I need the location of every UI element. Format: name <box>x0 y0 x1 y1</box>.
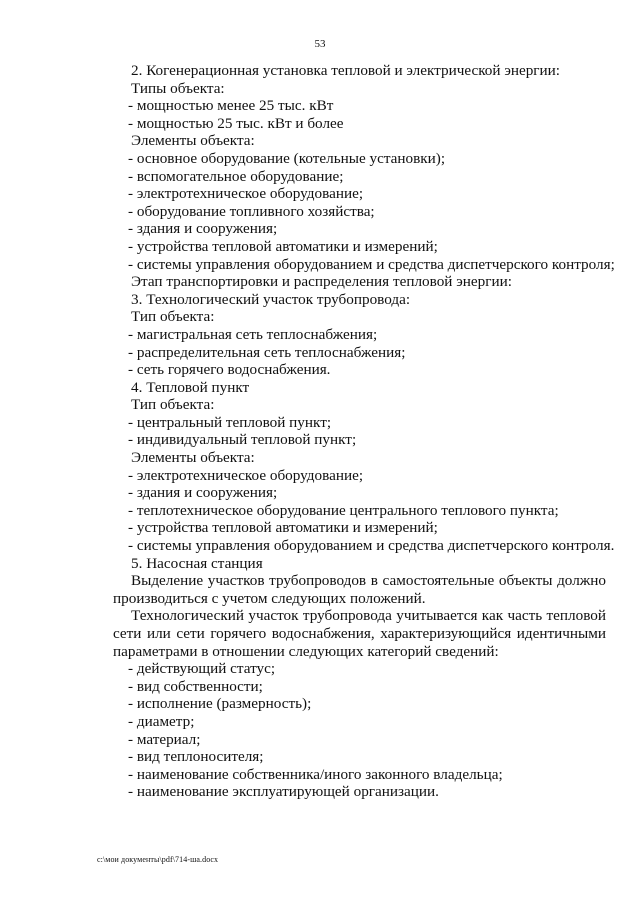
list-item: - наименование эксплуатирующей организации. <box>128 783 439 801</box>
list-item: - диаметр; <box>128 712 195 730</box>
list-item: - индивидуальный тепловой пункт; <box>128 431 357 449</box>
list-item: - мощностью менее 25 тыс. кВт <box>128 97 334 115</box>
list-item: - системы управления оборудованием и средства диспетчерского контроля; <box>128 255 615 273</box>
page-number: 53 <box>314 38 326 50</box>
list-item: - магистральная сеть теплоснабжения; <box>128 325 378 343</box>
list-item: - материал; <box>128 730 201 748</box>
text-line: 5. Насосная станция <box>131 554 263 572</box>
text-line: 3. Технологический участок трубопровода: <box>131 290 411 308</box>
text-line: 4. Тепловой пункт <box>131 378 250 396</box>
list-item: - устройства тепловой автоматики и измерений; <box>128 237 438 255</box>
list-item: - вид теплоносителя; <box>128 748 264 766</box>
list-item: - сеть горячего водоснабжения. <box>128 361 331 379</box>
footer-file-path: c:\мои документы\pdf\714-ша.docx <box>97 855 219 864</box>
list-item: - здания и сооружения; <box>128 484 278 502</box>
text-line: Элементы объекта: <box>131 449 255 467</box>
text-line: Типы объекта: <box>131 79 225 97</box>
list-item: - действующий статус; <box>128 660 276 678</box>
list-block-b <box>113 660 606 801</box>
list-item: - исполнение (размерность); <box>128 695 312 713</box>
list-item: - наименование собственника/иного законного владельца; <box>128 765 503 783</box>
list-item: - оборудование топливного хозяйства; <box>128 202 375 220</box>
list-block-a <box>113 62 615 572</box>
list-item: - системы управления оборудованием и средства диспетчерского контроля. <box>128 537 615 555</box>
text-line: Этап транспортировки и распределения тепловой энергии: <box>131 273 512 291</box>
list-item: - центральный тепловой пункт; <box>128 413 332 431</box>
text-line: Элементы объекта: <box>131 132 255 150</box>
list-item: - электротехническое оборудование; <box>128 466 364 484</box>
list-item: - вспомогательное оборудование; <box>128 167 344 185</box>
list-item: - устройства тепловой автоматики и измерений; <box>128 519 438 537</box>
document-body <box>113 62 615 801</box>
text-line: Тип объекта: <box>131 396 215 414</box>
paragraph: Технологический участок трубопровода учитывается как часть тепловой сети или сети горячего водоснабжения, характеризующийся идентичными параметрами в отношении следующих категорий сведений: <box>113 607 606 660</box>
list-item: - теплотехническое оборудование центрального теплового пункта; <box>128 501 559 519</box>
list-item: - распределительная сеть теплоснабжения; <box>128 343 406 361</box>
list-item: - электротехническое оборудование; <box>128 185 364 203</box>
list-item: - вид собственности; <box>128 677 263 695</box>
list-item: - мощностью 25 тыс. кВт и более <box>128 114 344 132</box>
paragraph: Выделение участков трубопроводов в самостоятельные объекты должно производиться с учетом следующих положений. <box>113 572 606 607</box>
text-line: 2. Когенерационная установка тепловой и электрической энергии: <box>131 62 561 79</box>
text-line: Тип объекта: <box>131 308 215 326</box>
list-item: - основное оборудование (котельные установки); <box>128 149 446 167</box>
list-item: - здания и сооружения; <box>128 220 278 238</box>
